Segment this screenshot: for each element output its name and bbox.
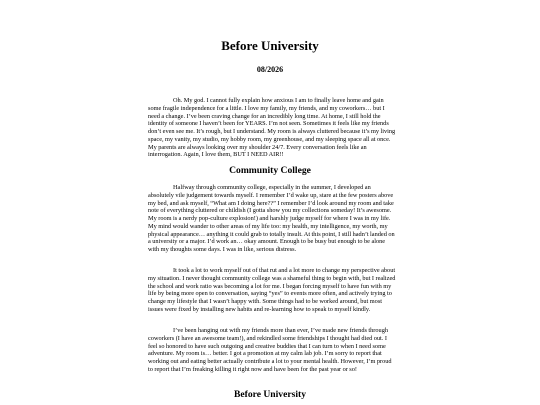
section-paragraph: I’ve been hanging out with my friends more than ever, I’ve made new friends through coworkers (I have an awesome team!), and rekindled some friendships I thought had died out. I feel so honored to have such outgoing and creative buddies that I can turn to when I need some adventure. My room is… better. I got a promotion at my calm lab job. I’m sorry to report that working out and eating better actually contribute a lot to your mental health. However, I’m proud to report that I’m freaking killing it right now and have been for the past year or so! — [148, 327, 392, 373]
document-title: Before University — [221, 38, 319, 53]
section-heading-before-university: Before University — [233, 389, 307, 400]
intro-paragraph: Oh. My god. I cannot fully explain how anxious I am to finally leave home and gain some fragile independence for a little. I love my family, my friends, and my coworkers… but I need a change. I’ve been craving change for an incredibly long time. At home, I still hold the identity of someone I haven’t been for YEARS. I’m not seen. Sometimes it feels like my friends don’t even see me. It’s rough, but I understand. My room is always cluttered because it’s my living space, my vanity, my studio, my hobby room, my greenhouse, and my sleeping space all at once. My parents are always looking over my shoulder 24/7. Every conversation feels like an interrogation. Again, I love them, BUT I NEED AIR!! — [148, 97, 396, 159]
document-date: 08/2026 — [256, 65, 284, 74]
section-heading-community-college: Community College — [229, 165, 311, 176]
section-paragraph: Halfway through community college, especially in the summer, I developed an absolutely vile judgement towards myself. I remember I’d wake up, stare at the few posters above my bed, and ask myself, “What am I doing here??” I remember I’d look around my room and take note of everything cluttered or childish (I gotta show you my collections someday! It’s awesome. My room is a nerdy pop-culture explosion!) and harshly judge myself for where I was in my life. My mind would wander to other areas of my life too: my health, my intelligence, my worth, my physical appearance… anything it could grab to totally insult. At this point, I still hadn’t landed on a university or a major. I’d work an… okay amount. Enough to be busy but enough to be alone with my thoughts some days. I was in like, serious distress. — [148, 184, 395, 253]
section-paragraph: It took a lot to work myself out of that rut and a lot more to change my perspective about my situation. I never thought community college was a shameful thing to begin with, but I realized the school and work ratio was becoming a lot for me. I began forcing myself to have fun with my life by being more open to conversation, saying “yes” to events more often, and actively trying to change my lifestyle that I wasn’t happy with. Some things had to be worked around, but most issues were fixed by installing new habits and re-learning how to speak to myself kindly. — [148, 267, 396, 313]
